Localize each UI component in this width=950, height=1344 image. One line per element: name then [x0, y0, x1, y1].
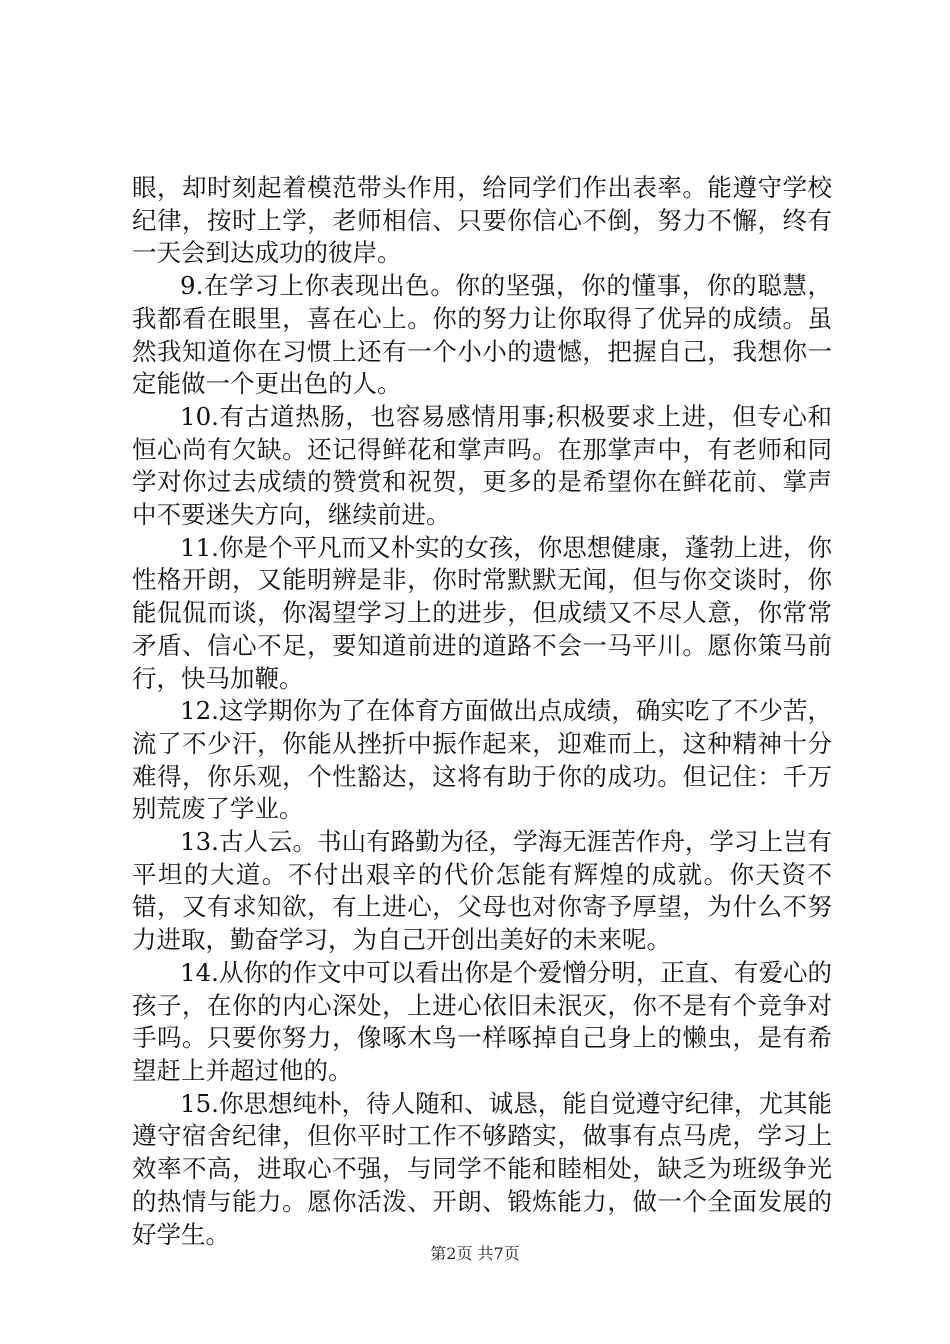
- paragraph-comment-10: 10.有古道热肠，也容易感情用事;积极要求上进，但专心和恒心尚有欠缺。还记得鲜花和掌声吗。在那掌声中，有老师和同学对你过去成绩的赞赏和祝贺，更多的是希望你在鲜花前、掌声中不要迷失方向，继续前进。: [132, 401, 832, 530]
- page-number-footer: 第2页 共7页: [430, 1244, 520, 1263]
- paragraph-comment-13: 13.古人云。书山有路勤为径，学海无涯苦作舟，学习上岂有平坦的大道。不付出艰辛的代价怎能有辉煌的成就。你天资不错，又有求知欲，有上进心，父母也对你寄予厚望，为什么不努力进取，勤奋学习，为自己开创出美好的未来呢。: [132, 827, 832, 955]
- paragraph-comment-12: 12.这学期你为了在体育方面做出点成绩，确实吃了不少苦，流了不少汗，你能从挫折中振作起来，迎难而上，这种精神十分难得，你乐观，个性豁达，这将有助于你的成功。但记住：千万别荒废了学业。: [132, 696, 832, 824]
- paragraph-comment-15: 15.你思想纯朴，待人随和、诚恳，能自觉遵守纪律，尤其能遵守宿舍纪律，但你平时工作不够踏实，做事有点马虎，学习上效率不高，进取心不强，与同学不能和睦相处，缺乏为班级争光的热情与能力。愿你活泼、开朗、锻炼能力，做一个全面发展的好学生。: [132, 1088, 832, 1249]
- paragraph-comment-11: 11.你是个平凡而又朴实的女孩，你思想健康，蓬勃上进，你性格开朗，又能明辨是非，你时常默默无闻，但与你交谈时，你能侃侃而谈，你渴望学习上的进步，但成绩又不尽人意，你常常矛盾、信心不足，要知道前进的道路不会一马平川。愿你策马前行，快马加鞭。: [132, 532, 832, 693]
- paragraph-comment-14: 14.从你的作文中可以看出你是个爱憎分明，正直、有爱心的孩子，在你的内心深处，上进心依旧未泯灭，你不是有个竞争对手吗。只要你努力，像啄木鸟一样啄掉自己身上的懒虫，是有希望赶上并超过他的。: [132, 957, 832, 1085]
- paragraph-continuation: 眼，却时刻起着模范带头作用，给同学们作出表率。能遵守学校纪律，按时上学，老师相信、只要你信心不倒，努力不懈，终有一天会到达成功的彼岸。: [132, 173, 832, 268]
- document-body: [132, 172, 832, 1251]
- paragraph-comment-9: 9.在学习上你表现出色。你的坚强，你的懂事，你的聪慧，我都看在眼里，喜在心上。你的努力让你取得了优异的成绩。虽然我知道你在习惯上还有一个小小的遗憾，把握自己，我想你一定能做一个更出色的人。: [132, 271, 832, 399]
